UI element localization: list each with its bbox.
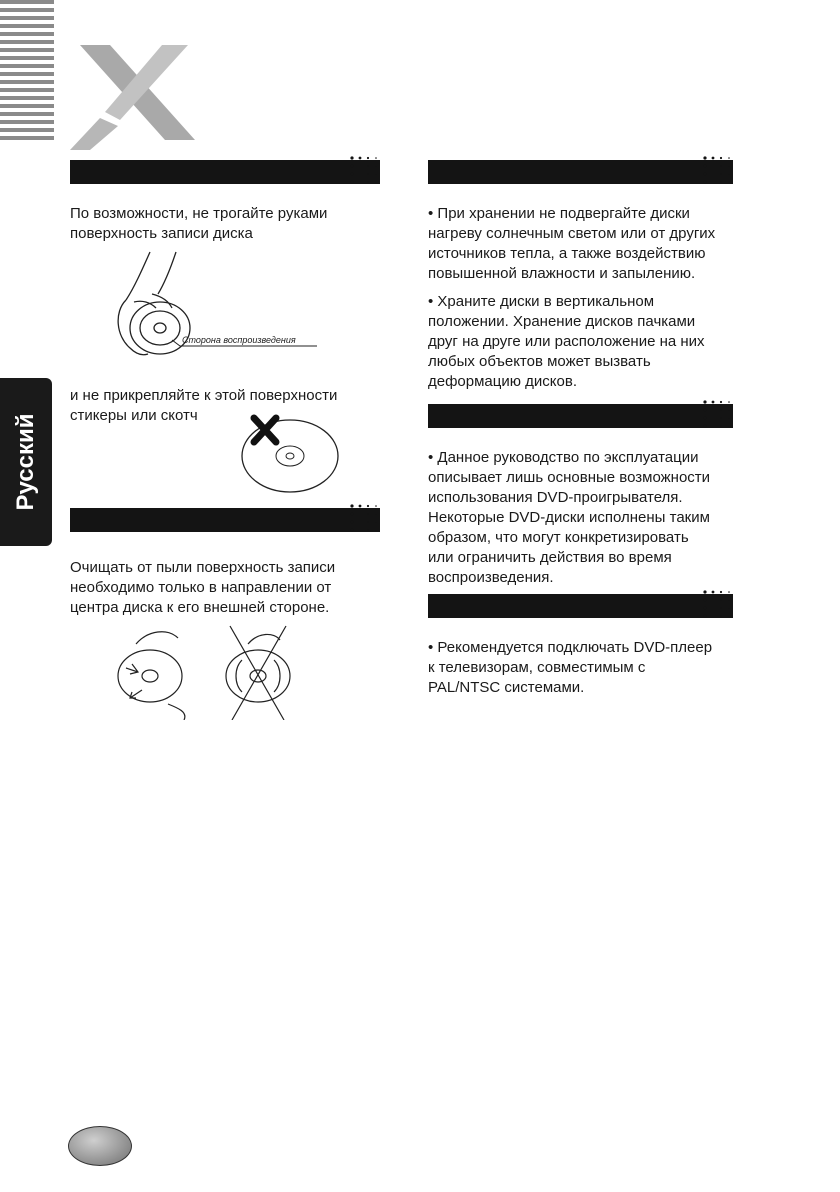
text-line: образом, что могут конкретизировать bbox=[428, 529, 689, 546]
halftone-dots-icon bbox=[701, 396, 735, 436]
hand-holding-disc-illustration bbox=[112, 250, 322, 362]
text-line: • Рекомендуется подключать DVD-плеер bbox=[428, 639, 713, 656]
text-line: • При хранении не подвергайте диски bbox=[428, 205, 690, 222]
text-line: друг на друге или расположение на них bbox=[428, 333, 705, 350]
cleaning-direction-illustration bbox=[108, 624, 308, 720]
text-line: и не прикрепляйте к этой поверхности bbox=[70, 387, 338, 404]
cross-out-icon bbox=[230, 626, 286, 720]
text-line: к телевизорам, совместимым с bbox=[428, 659, 646, 676]
language-tab bbox=[0, 378, 52, 546]
text-line: поверхность записи диска bbox=[70, 225, 253, 242]
tv-system-bullet bbox=[428, 638, 778, 698]
text-line: деформацию дисков. bbox=[428, 373, 578, 390]
halftone-dots-icon bbox=[348, 152, 382, 192]
storage-bullet-2 bbox=[428, 292, 778, 392]
halftone-dots-icon bbox=[701, 586, 735, 626]
text-line: воспроизведения. bbox=[428, 569, 554, 586]
halftone-dots-icon bbox=[701, 152, 735, 192]
section-bar-cleaning bbox=[70, 508, 380, 532]
handling-text bbox=[70, 204, 400, 244]
text-line: положении. Хранение дисков пачками bbox=[428, 313, 696, 330]
header-stripes bbox=[0, 0, 54, 145]
text-line: нагреву солнечным светом или от других bbox=[428, 225, 716, 242]
text-line: PAL/NTSC системами. bbox=[428, 679, 585, 696]
text-line: любых объектов может вызвать bbox=[428, 353, 651, 370]
section-bar-tv-system bbox=[428, 594, 733, 618]
text-line: описывает лишь основные возможности bbox=[428, 469, 711, 486]
text-line: повышенной влажности и запылению. bbox=[428, 265, 696, 282]
section-bar-handling bbox=[70, 160, 380, 184]
text-line: центра диска к его внешней стороне. bbox=[70, 599, 330, 616]
cleaning-text bbox=[70, 558, 410, 618]
brand-x-logo bbox=[70, 40, 200, 150]
text-line: • Храните диски в вертикальном bbox=[428, 293, 655, 310]
language-label: Русский bbox=[12, 413, 39, 511]
section-bar-storage bbox=[428, 160, 733, 184]
text-line: стикеры или скотч bbox=[70, 407, 198, 424]
figure-label: Сторона воспроизведения bbox=[182, 335, 296, 345]
manual-bullet bbox=[428, 448, 778, 588]
text-line: необходимо только в направлении от bbox=[70, 579, 332, 596]
storage-bullet-1 bbox=[428, 204, 778, 284]
text-line: По возможности, не трогайте руками bbox=[70, 205, 328, 222]
text-line: источников тепла, а также воздействию bbox=[428, 245, 706, 262]
text-line: Некоторые DVD-диски исполнены таким bbox=[428, 509, 710, 526]
disc-no-sticker-illustration bbox=[240, 412, 340, 494]
text-line: использования DVD-проигрывателя. bbox=[428, 489, 683, 506]
text-line: • Данное руководство по эксплуатации bbox=[428, 449, 699, 466]
section-bar-manual bbox=[428, 404, 733, 428]
text-line: или ограничить действия во время bbox=[428, 549, 672, 566]
page-number-oval bbox=[68, 1126, 132, 1166]
text-line: Очищать от пыли поверхность записи bbox=[70, 559, 336, 576]
halftone-dots-icon bbox=[348, 500, 382, 540]
